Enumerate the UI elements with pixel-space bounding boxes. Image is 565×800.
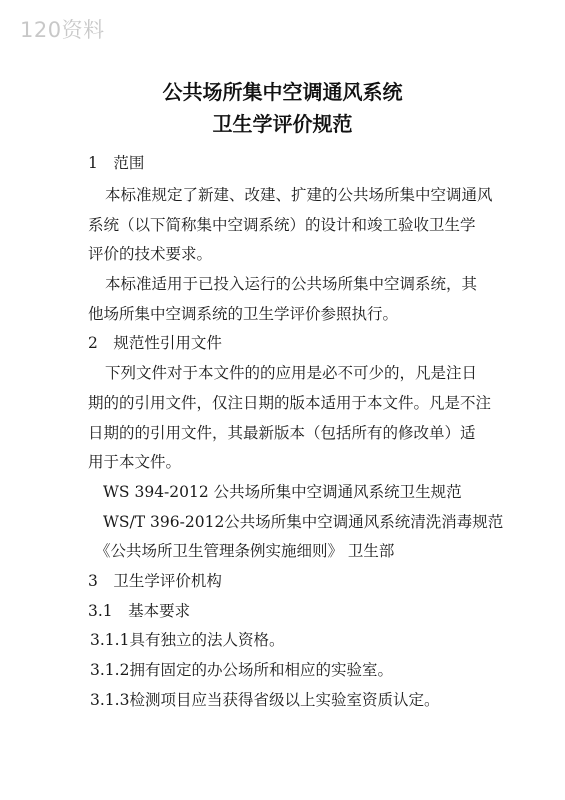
section-1-heading: 1 范围 xyxy=(88,154,145,172)
reference-3: 《公共场所卫生管理条例实施细则》 卫生部 xyxy=(95,542,395,560)
paragraph-3-line-1: 下列文件对于本文件的的应用是必不可少的，凡是注日 xyxy=(105,364,478,382)
document-title-line-2: 卫生学评价规范 xyxy=(212,112,353,136)
watermark-text: 120资料 xyxy=(20,18,105,42)
section-2-heading: 2 规范性引用文件 xyxy=(88,334,222,352)
paragraph-2-line-1: 本标准适用于已投入运行的公共场所集中空调系统，其 xyxy=(105,275,478,293)
paragraph-3-line-4: 用于本文件。 xyxy=(88,453,182,471)
item-3-1-3: 3.1.3检测项目应当获得省级以上实验室资质认定。 xyxy=(90,691,440,709)
paragraph-1-line-1: 本标准规定了新建、改建、扩建的公共场所集中空调通风 xyxy=(105,186,493,204)
paragraph-2-line-2: 他场所集中空调系统的卫生学评价参照执行。 xyxy=(88,305,399,323)
document-title-line-1: 公共场所集中空调通风系统 xyxy=(162,80,403,104)
item-3-1-2: 3.1.2拥有固定的办公场所和相应的实验室。 xyxy=(90,661,393,679)
paragraph-3-line-2: 期的的引用文件，仅注日期的版本适用于本文件。凡是不注 xyxy=(88,394,492,412)
paragraph-1-line-3: 评价的技术要求。 xyxy=(88,245,213,263)
reference-2: WS/T 396-2012公共场所集中空调通风系统清洗消毒规范 xyxy=(103,513,504,531)
paragraph-3-line-3: 日期的的引用文件，其最新版本（包括所有的修改单）适 xyxy=(88,424,476,442)
section-3-1-heading: 3.1 基本要求 xyxy=(88,602,191,620)
paragraph-1-line-2: 系统（以下简称集中空调系统）的设计和竣工验收卫生学 xyxy=(88,216,476,234)
item-3-1-1: 3.1.1具有独立的法人资格。 xyxy=(90,631,285,649)
reference-1: WS 394-2012 公共场所集中空调通风系统卫生规范 xyxy=(103,483,462,501)
section-3-heading: 3 卫生学评价机构 xyxy=(88,572,222,590)
